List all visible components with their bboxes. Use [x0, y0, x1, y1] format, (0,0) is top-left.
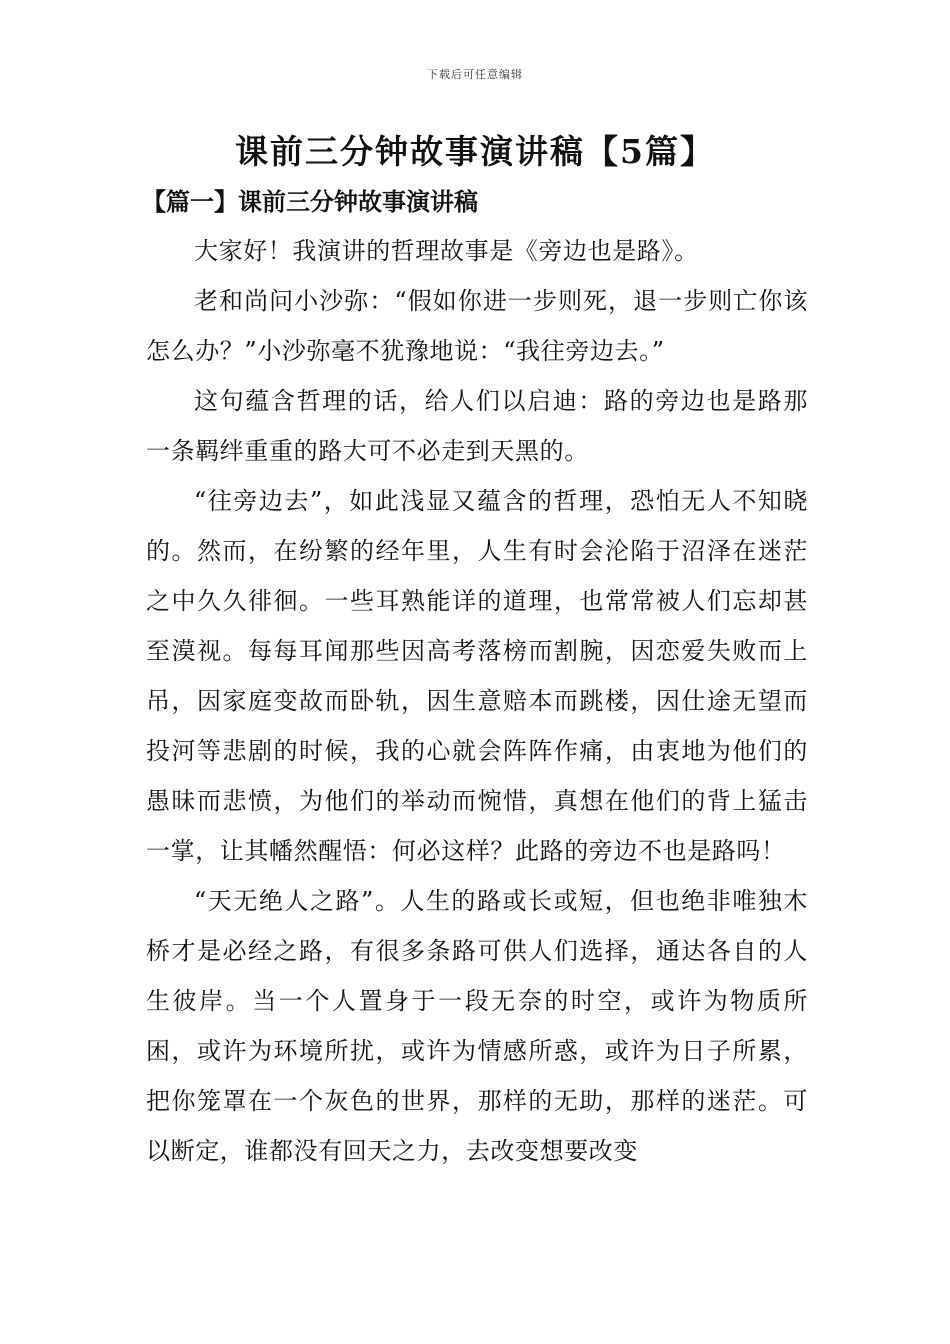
- paragraph: 这句蕴含哲理的话，给人们以启迪：路的旁边也是路那一条羁绊重重的路大可不必走到天黑的。: [146, 387, 808, 465]
- paragraph: 大家好！我演讲的哲理故事是《旁边也是路》。: [194, 237, 699, 265]
- body-text: [146, 226, 808, 1176]
- document-title: 课前三分钟故事演讲稿【5篇】: [235, 132, 715, 171]
- paragraph: “天无绝人之路”。人生的路或长或短，但也绝非唯独木桥才是必经之路，有很多条路可供人们选择，通达各自的人生彼岸。当一个人置身于一段无奈的时空，或许为物质所困，或许为环境所扰，或许为情感所惑，或许为日子所累，把你笼罩在一个灰色的世界，那样的无助，那样的迷茫。可以断定，谁都没有回天之力，去改变想要改变: [146, 887, 808, 1165]
- paragraph: “往旁边去”，如此浅显又蕴含的哲理，恐怕无人不知晓的。然而，在纷繁的经年里，人生有时会沦陷于沼泽在迷茫之中久久徘徊。一些耳熟能详的道理，也常常被人们忘却甚至漠视。每每耳闻那些因高考落榜而割腕，因恋爱失败而上吊，因家庭变故而卧轨，因生意赔本而跳楼，因仕途无望而投河等悲剧的时候，我的心就会阵阵作痛，由衷地为他们的愚昧而悲愤，为他们的举动而惋惜，真想在他们的背上猛击一掌，让其幡然醒悟：何必这样？此路的旁边不也是路吗！: [146, 487, 808, 865]
- paragraph: 老和尚问小沙弥：“假如你进一步则死，退一步则亡你该怎么办？”小沙弥毫不犹豫地说：“我往旁边去。”: [146, 287, 808, 365]
- header-note: 下载后可任意编辑: [427, 68, 523, 81]
- section-heading: 【篇一】课前三分钟故事演讲稿: [142, 187, 478, 216]
